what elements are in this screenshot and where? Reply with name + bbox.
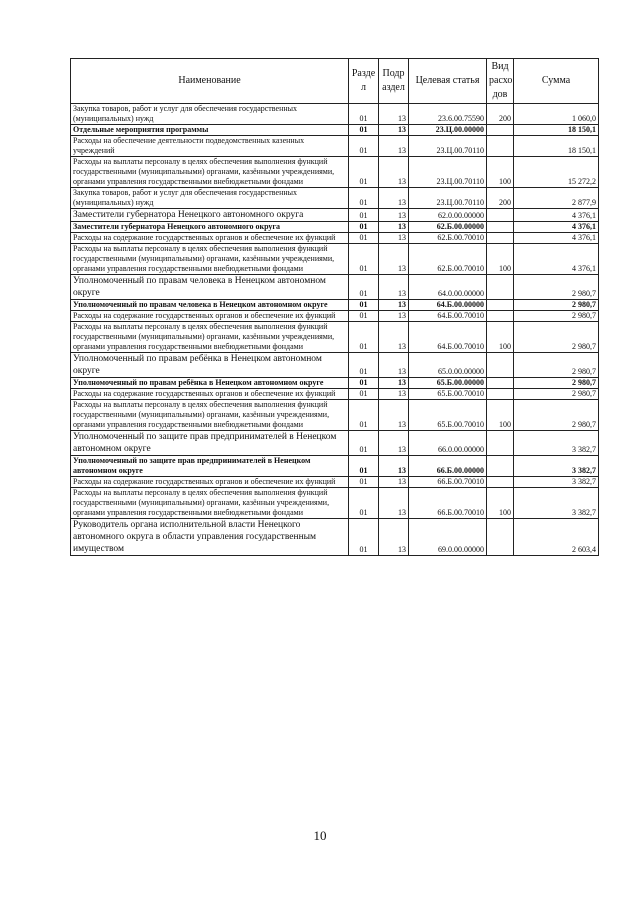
cell-subsection: 13 bbox=[379, 233, 409, 244]
cell-section: 01 bbox=[349, 431, 379, 456]
cell-name: Расходы на выплаты персоналу в целях обеспечения выполнения функций государственными (муниципальными) органами, казённыи учреждениями, органами управления государственными внебюджетными фондами bbox=[71, 488, 349, 519]
cell-sum: 2 980,7 bbox=[514, 311, 599, 322]
cell-target: 69.0.00.00000 bbox=[409, 519, 487, 556]
cell-name: Расходы на содержание государственных органов и обеспечение их функций bbox=[71, 311, 349, 322]
cell-section: 01 bbox=[349, 400, 379, 431]
cell-section: 01 bbox=[349, 233, 379, 244]
header-section: Разде л bbox=[349, 59, 379, 104]
cell-target: 23.Ц.00.70110 bbox=[409, 188, 487, 209]
cell-sum: 18 150,1 bbox=[514, 125, 599, 136]
cell-section: 01 bbox=[349, 157, 379, 188]
cell-section: 01 bbox=[349, 222, 379, 233]
cell-section: 01 bbox=[349, 275, 379, 300]
cell-target: 23.6.00.75590 bbox=[409, 104, 487, 125]
cell-section: 01 bbox=[349, 477, 379, 488]
table-row bbox=[71, 188, 599, 209]
table-row bbox=[71, 477, 599, 488]
cell-target: 23.Ц.00.70110 bbox=[409, 136, 487, 157]
header-target: Целевая статья bbox=[409, 59, 487, 104]
cell-target: 64.Б.00.70010 bbox=[409, 311, 487, 322]
cell-section: 01 bbox=[349, 125, 379, 136]
cell-type: 100 bbox=[487, 157, 514, 188]
cell-type: 200 bbox=[487, 104, 514, 125]
cell-target: 64.Б.00.00000 bbox=[409, 300, 487, 311]
header-type: Вид расхо дов bbox=[487, 59, 514, 104]
cell-sum: 2 980,7 bbox=[514, 275, 599, 300]
cell-sum: 4 376,1 bbox=[514, 244, 599, 275]
cell-subsection: 13 bbox=[379, 157, 409, 188]
cell-sum: 15 272,2 bbox=[514, 157, 599, 188]
table-row bbox=[71, 244, 599, 275]
cell-subsection: 13 bbox=[379, 209, 409, 222]
cell-target: 66.0.00.00000 bbox=[409, 431, 487, 456]
cell-section: 01 bbox=[349, 136, 379, 157]
cell-subsection: 13 bbox=[379, 378, 409, 389]
table-row bbox=[71, 104, 599, 125]
cell-sum: 2 980,7 bbox=[514, 322, 599, 353]
cell-sum: 2 980,7 bbox=[514, 378, 599, 389]
cell-subsection: 13 bbox=[379, 477, 409, 488]
cell-type bbox=[487, 233, 514, 244]
cell-type: 200 bbox=[487, 188, 514, 209]
table-row bbox=[71, 519, 599, 556]
table-row bbox=[71, 488, 599, 519]
cell-target: 23.Ц.00.70110 bbox=[409, 157, 487, 188]
cell-subsection: 13 bbox=[379, 400, 409, 431]
cell-name: Отдельные мероприятия программы bbox=[71, 125, 349, 136]
page-number: 10 bbox=[313, 828, 327, 843]
table-row bbox=[71, 389, 599, 400]
cell-name: Расходы на содержание государственных органов и обеспечение их функций bbox=[71, 477, 349, 488]
cell-section: 01 bbox=[349, 244, 379, 275]
table-row bbox=[71, 209, 599, 222]
cell-sum: 2 980,7 bbox=[514, 389, 599, 400]
table-row bbox=[71, 300, 599, 311]
cell-name: Расходы на выплаты персоналу в целях обеспечения выполнения функций государственными (муниципальными) органами, казёнными учреждениями, органами управления государственными внебюджетными фондами bbox=[71, 322, 349, 353]
cell-name: Уполномоченный по правам ребёнка в Ненецком автономном округе bbox=[71, 378, 349, 389]
cell-type bbox=[487, 431, 514, 456]
table-row bbox=[71, 233, 599, 244]
cell-type bbox=[487, 456, 514, 477]
cell-name: Расходы на выплаты персоналу в целях обеспечения выполнения функций государственными (муниципальными) органами, казёнными учреждениями, органами управления государственными внебюджетными фондами bbox=[71, 244, 349, 275]
table-row bbox=[71, 322, 599, 353]
table-row bbox=[71, 353, 599, 378]
cell-sum: 1 060,0 bbox=[514, 104, 599, 125]
cell-section: 01 bbox=[349, 104, 379, 125]
budget-table bbox=[70, 58, 599, 556]
cell-type bbox=[487, 311, 514, 322]
cell-target: 64.0.00.00000 bbox=[409, 275, 487, 300]
cell-sum: 3 382,7 bbox=[514, 431, 599, 456]
cell-subsection: 13 bbox=[379, 222, 409, 233]
cell-type bbox=[487, 125, 514, 136]
cell-target: 62.Б.00.00000 bbox=[409, 222, 487, 233]
cell-type: 100 bbox=[487, 488, 514, 519]
cell-sum: 3 382,7 bbox=[514, 477, 599, 488]
cell-type: 100 bbox=[487, 322, 514, 353]
cell-type bbox=[487, 477, 514, 488]
cell-name: Уполномоченный по правам человека в Ненецком автономном округе bbox=[71, 275, 349, 300]
header-sum: Сумма bbox=[514, 59, 599, 104]
cell-name: Уполномоченный по правам человека в Ненецком автономном округе bbox=[71, 300, 349, 311]
cell-target: 62.Б.00.70010 bbox=[409, 244, 487, 275]
cell-sum: 2 980,7 bbox=[514, 353, 599, 378]
cell-section: 01 bbox=[349, 300, 379, 311]
table-row bbox=[71, 431, 599, 456]
cell-subsection: 13 bbox=[379, 519, 409, 556]
cell-sum: 2 980,7 bbox=[514, 400, 599, 431]
cell-subsection: 13 bbox=[379, 322, 409, 353]
cell-sum: 2 980,7 bbox=[514, 300, 599, 311]
cell-target: 66.Б.00.70010 bbox=[409, 477, 487, 488]
cell-type bbox=[487, 389, 514, 400]
cell-sum: 3 382,7 bbox=[514, 456, 599, 477]
cell-name: Уполномоченный по правам ребёнка в Ненецком автономном округе bbox=[71, 353, 349, 378]
table-body bbox=[71, 104, 599, 556]
cell-type bbox=[487, 222, 514, 233]
cell-target: 62.0.00.00000 bbox=[409, 209, 487, 222]
cell-section: 01 bbox=[349, 353, 379, 378]
cell-sum: 4 376,1 bbox=[514, 209, 599, 222]
cell-subsection: 13 bbox=[379, 125, 409, 136]
table-row bbox=[71, 157, 599, 188]
cell-type bbox=[487, 378, 514, 389]
cell-section: 01 bbox=[349, 519, 379, 556]
cell-subsection: 13 bbox=[379, 244, 409, 275]
table-header-row bbox=[71, 59, 599, 104]
cell-subsection: 13 bbox=[379, 456, 409, 477]
table-row bbox=[71, 125, 599, 136]
cell-sum: 4 376,1 bbox=[514, 233, 599, 244]
table-row bbox=[71, 456, 599, 477]
table-row bbox=[71, 136, 599, 157]
cell-subsection: 13 bbox=[379, 104, 409, 125]
cell-target: 65.0.00.00000 bbox=[409, 353, 487, 378]
cell-section: 01 bbox=[349, 389, 379, 400]
cell-section: 01 bbox=[349, 188, 379, 209]
cell-name: Закупка товаров, работ и услуг для обеспечения государственных (муниципальных) нужд bbox=[71, 188, 349, 209]
cell-target: 64.Б.00.70010 bbox=[409, 322, 487, 353]
cell-sum: 4 376,1 bbox=[514, 222, 599, 233]
cell-section: 01 bbox=[349, 378, 379, 389]
header-name: Наименование bbox=[71, 59, 349, 104]
cell-subsection: 13 bbox=[379, 389, 409, 400]
cell-sum: 3 382,7 bbox=[514, 488, 599, 519]
cell-subsection: 13 bbox=[379, 275, 409, 300]
cell-subsection: 13 bbox=[379, 136, 409, 157]
cell-type bbox=[487, 275, 514, 300]
cell-name: Заместители губернатора Ненецкого автономного округа bbox=[71, 222, 349, 233]
cell-subsection: 13 bbox=[379, 431, 409, 456]
cell-name: Уполномоченный по защите прав предпринимателей в Ненецком автономном округе bbox=[71, 456, 349, 477]
cell-name: Расходы на обеспечение деятельности подведомственных казенных учреждений bbox=[71, 136, 349, 157]
cell-type bbox=[487, 519, 514, 556]
cell-subsection: 13 bbox=[379, 311, 409, 322]
cell-name: Заместители губернатора Ненецкого автономного округа bbox=[71, 209, 349, 222]
cell-name: Руководитель органа исполнительной власти Ненецкого автономного округа в области управления государственным имуществом bbox=[71, 519, 349, 556]
cell-name: Закупка товаров, работ и услуг для обеспечения государственных (муниципальных) нужд bbox=[71, 104, 349, 125]
cell-target: 65.Б.00.70010 bbox=[409, 400, 487, 431]
cell-section: 01 bbox=[349, 488, 379, 519]
cell-subsection: 13 bbox=[379, 188, 409, 209]
cell-type bbox=[487, 300, 514, 311]
cell-type bbox=[487, 353, 514, 378]
cell-target: 65.Б.00.70010 bbox=[409, 389, 487, 400]
cell-name: Уполномоченный по защите прав предпринимателей в Ненецком автономном округе bbox=[71, 431, 349, 456]
cell-subsection: 13 bbox=[379, 353, 409, 378]
cell-section: 01 bbox=[349, 322, 379, 353]
cell-section: 01 bbox=[349, 311, 379, 322]
cell-sum: 2 877,9 bbox=[514, 188, 599, 209]
cell-type: 100 bbox=[487, 244, 514, 275]
table-row bbox=[71, 311, 599, 322]
table-row bbox=[71, 275, 599, 300]
cell-target: 62.Б.00.70010 bbox=[409, 233, 487, 244]
cell-type bbox=[487, 136, 514, 157]
cell-target: 66.Б.00.00000 bbox=[409, 456, 487, 477]
cell-target: 66.Б.00.70010 bbox=[409, 488, 487, 519]
cell-name: Расходы на выплаты персоналу в целях обеспечения выполнения функций государственными (муниципальными) органами, казённыи учреждениями, органами управления государственными внебюджетными фондами bbox=[71, 400, 349, 431]
header-subsection: Подр аздел bbox=[379, 59, 409, 104]
cell-target: 65.Б.00.00000 bbox=[409, 378, 487, 389]
table-row bbox=[71, 400, 599, 431]
cell-name: Расходы на выплаты персоналу в целях обеспечения выполнения функций государственными (муниципальными) органами, казёнными учреждениями, органами управления государственными внебюджетными фондами bbox=[71, 157, 349, 188]
cell-type bbox=[487, 209, 514, 222]
cell-subsection: 13 bbox=[379, 488, 409, 519]
cell-target: 23.Ц.00.00000 bbox=[409, 125, 487, 136]
cell-section: 01 bbox=[349, 209, 379, 222]
cell-sum: 18 150,1 bbox=[514, 136, 599, 157]
cell-name: Расходы на содержание государственных органов и обеспечение их функций bbox=[71, 233, 349, 244]
cell-sum: 2 603,4 bbox=[514, 519, 599, 556]
cell-type: 100 bbox=[487, 400, 514, 431]
cell-subsection: 13 bbox=[379, 300, 409, 311]
budget-document bbox=[70, 58, 598, 556]
table-row bbox=[71, 378, 599, 389]
cell-name: Расходы на содержание государственных органов и обеспечение их функций bbox=[71, 389, 349, 400]
cell-section: 01 bbox=[349, 456, 379, 477]
table-row bbox=[71, 222, 599, 233]
